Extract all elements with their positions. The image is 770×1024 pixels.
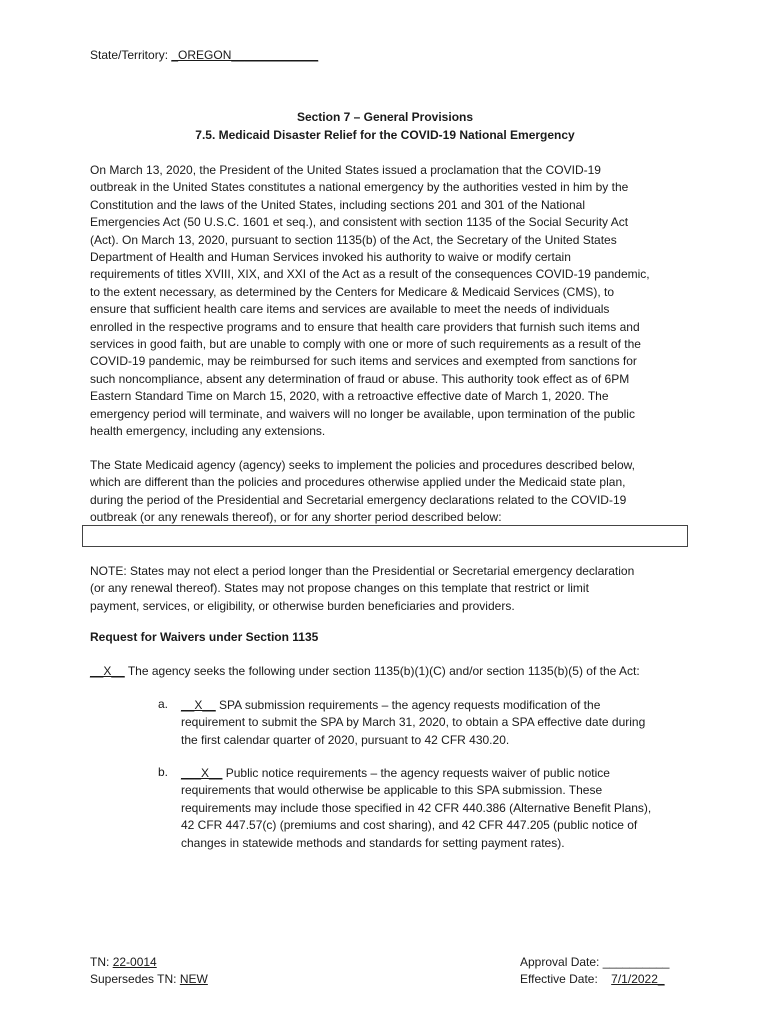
tn-value: 22-0014 <box>112 955 157 969</box>
item-a-line-2: requirement to submit the SPA by March 31, 2020, to obtain a SPA effective date during <box>181 715 646 730</box>
effective-value: 7/1/2022_ <box>611 972 665 986</box>
policy-paragraph <box>90 457 690 527</box>
item-b-line-2: requirements that would otherwise be applicable to this SPA submission. These <box>181 783 603 798</box>
footer-supersedes <box>90 972 208 986</box>
footer-approval <box>520 955 669 969</box>
proclamation-line-4: Emergencies Act (50 U.S.C. 1601 et seq.), and consistent with section 1135 of the Social Security Act <box>90 215 629 230</box>
subsection-title: 7.5. Medicaid Disaster Relief for the COVID-19 National Emergency <box>195 128 575 142</box>
main-check-text: The agency seeks the following under section 1135(b)(1)(C) and/or section 1135(b)(5) of the Act: <box>127 664 640 678</box>
supersedes-value: NEW <box>179 972 208 986</box>
proclamation-line-12: COVID-19 pandemic, may be reimbursed for such items and services and exempted from sanctions for <box>90 354 637 369</box>
note-line-2: (or any renewal thereof). States may not propose changes on this template that restrict or limit <box>90 581 589 596</box>
effective-label: Effective Date: <box>520 972 598 986</box>
item-b-line-1: Public notice requirements – the agency requests waiver of public notice <box>225 766 610 780</box>
state-territory-line <box>90 48 318 62</box>
policy-line-3: during the period of the Presidential and Secretarial emergency declarations related to the COVID-19 <box>90 492 627 507</box>
item-a-block <box>181 697 681 749</box>
proclamation-line-16: health emergency, including any extensions. <box>90 424 326 439</box>
proclamation-line-13: such noncompliance, absent any determination of fraud or abuse. This authority took effect as of 6PM <box>90 371 630 386</box>
item-b-block <box>181 765 681 852</box>
policy-line-1: The State Medicaid agency (agency) seeks to implement the policies and procedures described below, <box>90 458 635 472</box>
approval-label: Approval Date: <box>520 955 600 969</box>
waivers-heading: Request for Waivers under Section 1135 <box>90 630 319 644</box>
item-a-line-3: the first calendar quarter of 2020, pursuant to 42 CFR 430.20. <box>181 732 510 747</box>
footer-effective <box>520 972 665 986</box>
proclamation-line-14: Eastern Standard Time on March 15, 2020, with a retroactive effective date of March 1, 2020. The <box>90 389 609 404</box>
item-b-check-mark[interactable]: ___X__ <box>181 766 223 780</box>
item-b-line-4: 42 CFR 447.57(c) (premiums and cost sharing), and 42 CFR 447.205 (public notice of <box>181 818 638 833</box>
approval-value: __________ <box>602 955 670 969</box>
tn-label: TN: <box>90 955 110 969</box>
item-a-line-1: SPA submission requirements – the agency requests modification of the <box>219 698 601 712</box>
note-line-1: NOTE: States may not elect a period longer than the Presidential or Secretarial emergency declaration <box>90 564 635 578</box>
state-territory-value: _OREGON_____________ <box>171 48 319 62</box>
supersedes-label: Supersedes TN: <box>90 972 177 986</box>
period-input-box[interactable] <box>82 525 688 547</box>
proclamation-line-11: services in good faith, but are unable to comply with one or more of such requirements as a result of the <box>90 337 641 352</box>
note-paragraph <box>90 563 690 615</box>
policy-line-4: outbreak (or any renewals thereof), or for any shorter period described below: <box>90 510 502 525</box>
policy-line-2: which are different than the policies and procedures otherwise applied under the Medicaid state plan, <box>90 475 626 490</box>
proclamation-line-8: to the extent necessary, as determined by the Centers for Medicare & Medicaid Services (CMS), to <box>90 284 615 299</box>
proclamation-line-10: enrolled in the respective programs and to ensure that health care providers that furnish such items and <box>90 319 640 334</box>
item-a-check-mark[interactable]: __X__ <box>181 698 216 712</box>
proclamation-line-9: ensure that sufficient health care items and services are available to meet the needs of individuals <box>90 302 610 317</box>
proclamation-line-7: requirements of titles XVIII, XIX, and XXI of the Act as a result of the consequences COVID-19 pandemic, <box>90 267 650 282</box>
item-a-letter: a. <box>158 697 169 711</box>
proclamation-line-2: outbreak in the United States constitutes a national emergency by the authorities vested in him by the <box>90 180 629 195</box>
proclamation-line-6: Department of Health and Human Services invoked his authority to waive or modify certain <box>90 250 571 265</box>
item-b-letter: b. <box>158 765 169 779</box>
state-territory-label: State/Territory: <box>90 48 169 62</box>
note-line-3: payment, services, or eligibility, or otherwise burden beneficiaries and providers. <box>90 598 515 613</box>
section-title: Section 7 – General Provisions <box>296 110 474 124</box>
proclamation-line-5: (Act). On March 13, 2020, pursuant to section 1135(b) of the Act, the Secretary of the United States <box>90 232 617 247</box>
item-b-line-3: requirements may include those specified in 42 CFR 440.386 (Alternative Benefit Plans), <box>181 800 652 815</box>
proclamation-line-1: On March 13, 2020, the President of the United States issued a proclamation that the COVID-19 <box>90 163 601 177</box>
item-b-line-5: changes in statewide methods and standards for setting payment rates). <box>181 835 565 850</box>
footer-tn <box>90 955 157 969</box>
proclamation-line-15: emergency period will terminate, and waivers will no longer be available, upon termination of the public <box>90 406 635 421</box>
main-check-mark[interactable]: __X__ <box>90 664 125 678</box>
main-check-line <box>90 664 640 678</box>
proclamation-line-3: Constitution and the laws of the United States, including sections 201 and 301 of the National <box>90 197 585 212</box>
proclamation-paragraph <box>90 162 690 441</box>
